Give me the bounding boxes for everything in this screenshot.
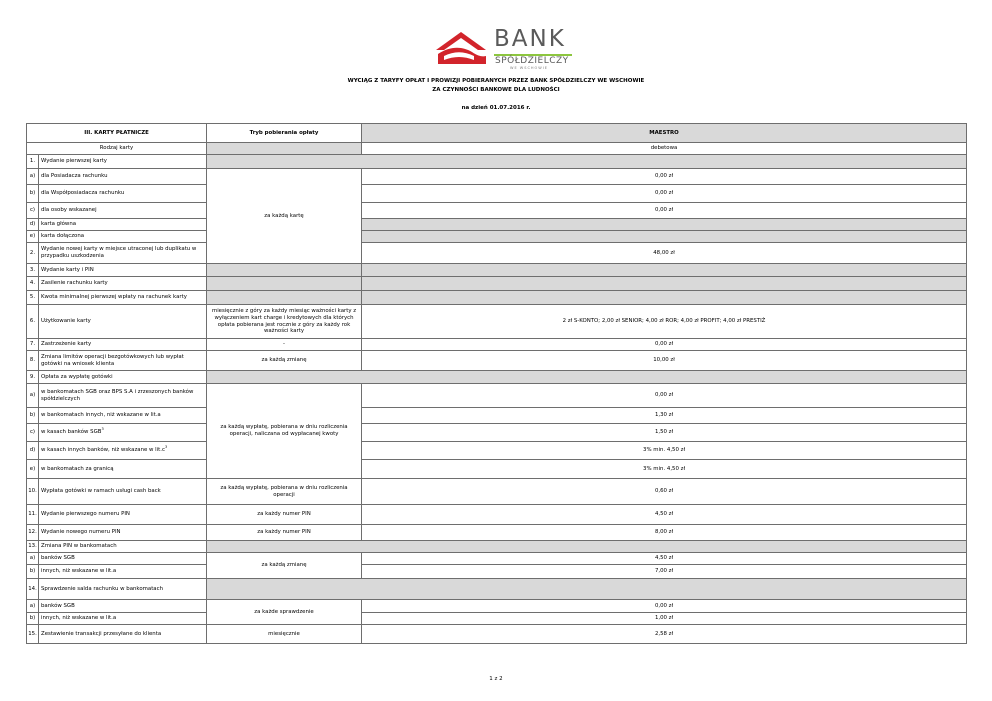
logo-location: WE WSCHOWIE: [510, 66, 549, 70]
table-row: 4. Zasilenie rachunku karty: [27, 277, 967, 291]
mode-cell: za każdą wypłatę, pobierana w dniu rozliczenia operacji, naliczana od wypłacanej kwoty: [207, 384, 362, 479]
mode-cell: za każdą kartę: [207, 169, 362, 264]
table-row: d) karta główna: [27, 219, 967, 231]
card-type-label: Rodzaj karty: [27, 143, 207, 155]
table-row: a) dla Posiadacza rachunku za każdą kartę 0,00 zł: [27, 169, 967, 185]
table-row: 11. Wydanie pierwszego numeru PIN za każdy numer PIN 4,50 zł: [27, 505, 967, 525]
table-row: c) w kasach banków SGB$^3$ 1,50 zł: [27, 424, 967, 442]
table-row: a) banków SGB za każde sprawdzenie 0,00 zł: [27, 600, 967, 613]
table-row: e) w bankomatach za granicą 3% min. 4,50 zł: [27, 460, 967, 479]
table-row: b) innych, niż wskazane w lit.a 7,00 zł: [27, 565, 967, 579]
document-title: WYCIĄG Z TARYFY OPŁAT I PROWIZJI POBIERANYCH PRZEZ BANK SPÓŁDZIELCZY WE WSCHOWIE: [347, 78, 645, 84]
mode-cell: za każde sprawdzenie: [207, 600, 362, 625]
document-date: na dzień 01.07.2016 r.: [461, 105, 531, 111]
table-row: 14. Sprawdzenie salda rachunku w bankomatach: [27, 579, 967, 600]
logo-word: BANK: [494, 26, 566, 52]
table-row: 5. Kwota minimalnej pierwszej wpłaty na rachunek karty: [27, 291, 967, 305]
table-row: b) innych, niż wskazane w lit.a 1,00 zł: [27, 613, 967, 625]
table-row: a) w bankomatach SGB oraz BPS S.A i zrzeszonych banków spółdzielczych za każdą wypłatę, pobierana w dniu rozliczenia operacji, naliczana od wypłacanej kwoty 0,00 zł: [27, 384, 967, 408]
table-row: 15. Zestawienie transakcji przesyłane do klienta miesięcznie 2,58 zł: [27, 625, 967, 644]
header-mode: Tryb pobierania opłaty: [207, 124, 362, 143]
table-row: c) dla osoby wskazanej 0,00 zł: [27, 203, 967, 219]
header-maestro: MAESTRO: [362, 124, 967, 143]
table-row: d) w kasach innych banków, niż wskazane w $lit.c^3$ 3% min. 4,50 zł: [27, 442, 967, 460]
table-header-row: [27, 124, 967, 143]
table-row: b) w bankomatach innych, niż wskazane w lit.a 1,30 zł: [27, 408, 967, 424]
table-row: a) banków SGB za każdą zmianę 4,50 zł: [27, 553, 967, 565]
header-cards: III. KARTY PŁATNICZE: [27, 124, 207, 143]
table-row: 13. Zmiana PIN w bankomatach: [27, 541, 967, 553]
fee-table: [26, 123, 967, 644]
table-row: 9. Opłata za wypłatę gotówki: [27, 371, 967, 384]
table-row: 3. Wydanie karty i PIN: [27, 264, 967, 277]
bank-logo: [432, 26, 582, 68]
table-row: e) karta dołączona: [27, 231, 967, 243]
table-row: b) dla Współposiadacza rachunku 0,00 zł: [27, 185, 967, 203]
document-subtitle: ZA CZYNNOŚCI BANKOWE DLA LUDNOŚCI: [432, 87, 560, 93]
card-type-value: debetowa: [362, 143, 967, 155]
table-row: 6. Użytkowanie karty miesięcznie z góry za każdy miesiąc ważności karty z wyłączeniem kart charge i kredytowych dla których opłata pobierana jest rocznie z góry za każdy rok ważności karty 2 zł S-KONTO; 2,00 zł SENIOR; 4,00 zł ROR; 4,00 zł PROFIT; 4,00 zł PRESTIŻ: [27, 305, 967, 339]
mode-cell: za każdą zmianę: [207, 553, 362, 579]
table-row: 10. Wypłata gotówki w ramach usługi cash back za każdą wypłatę, pobierana w dniu rozliczenia operacji 0,60 zł: [27, 479, 967, 505]
page-number: 1 z 2: [489, 676, 503, 682]
table-row: 2. Wydanie nowej karty w miejsce utraconej lub duplikatu w przypadku uszkodzenia 48,00 zł: [27, 243, 967, 264]
table-row: 12. Wydanie nowego numeru PIN za każdy numer PIN 8,00 zł: [27, 525, 967, 541]
table-row: [27, 143, 967, 155]
table-row: 1. Wydanie pierwszej karty: [27, 155, 967, 169]
logo-subtitle: SPÓŁDZIELCZY: [495, 56, 569, 66]
table-row: 8. Zmiana limitów operacji bezgotówkowych lub wypłat gotówki na wniosek klienta za każdą zmianę 10,00 zł: [27, 351, 967, 371]
table-row: 7. Zastrzeżenie karty - 0,00 zł: [27, 339, 967, 351]
bank-logo-mark: [432, 26, 490, 66]
